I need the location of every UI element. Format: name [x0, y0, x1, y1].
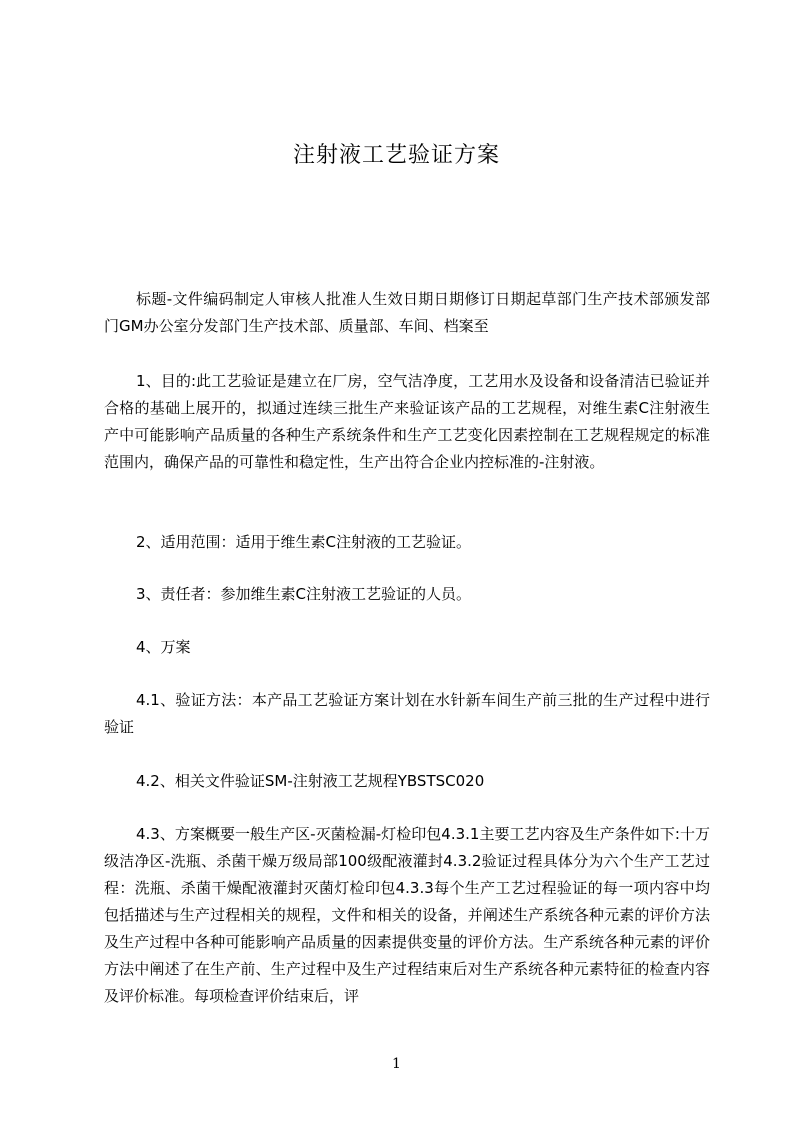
- metadata-paragraph: 标题-文件编码制定人审核人批准人生效日期日期修订日期起草部门生产技术部颁发部门GM办公室分发部门生产技术部、质量部、车间、档案至: [104, 290, 710, 335]
- document-title: 注射液工艺验证方案: [292, 143, 500, 168]
- responsible-paragraph: 3、责任者：参加维生素C注射液工艺验证的人员。: [136, 585, 472, 603]
- overview-paragraph: 4.3、方案概要一般生产区-灭菌检漏-灯检印包4.3.1主要工艺内容及生产条件如下:十万级洁净区-洗瓶、杀菌干燥万级局部100级配液灌封4.3.2验证过程具体分为六个生产工艺过程：洗瓶、杀菌干燥配液灌封灭菌灯检印包4.3.3每个生产工艺过程验证的每一项内容中均包括描述与生产过程相关的规程，文件和相关的设备，并阐述生产系统各种元素的评价方法及生产过程中各种可能影响产品质量的因素提供变量的评价方法。生产系统各种元素的评价方法中阐述了在生产前、生产过程中及生产过程结束后对生产系统各种元素特征的检查内容及评价标准。每项检查评价结束后，评: [104, 825, 710, 1005]
- scope-paragraph: 2、适用范围：适用于维生素C注射液的工艺验证。: [136, 533, 472, 551]
- plan-heading: 4、万案: [136, 638, 191, 656]
- related-docs-paragraph: 4.2、相关文件验证SM-注射液工艺规程YBSTSC020: [136, 772, 485, 790]
- purpose-paragraph: 1、目的:此工艺验证是建立在厂房，空气洁净度，工艺用水及设备和设备清洁已验证并合格的基础上展开的，拟通过连续三批生产来验证该产品的工艺规程，对维生素C注射液生产中可能影响产品质量的各种生产系统条件和生产工艺变化因素控制在工艺规程规定的标准范围内，确保产品的可靠性和稳定性，生产出符合企业内控标准的-注射液。: [104, 372, 710, 471]
- method-paragraph: 4.1、验证方法：本产品工艺验证方案计划在水针新车间生产前三批的生产过程中进行验证: [104, 691, 710, 736]
- page-number: 1: [392, 1056, 401, 1072]
